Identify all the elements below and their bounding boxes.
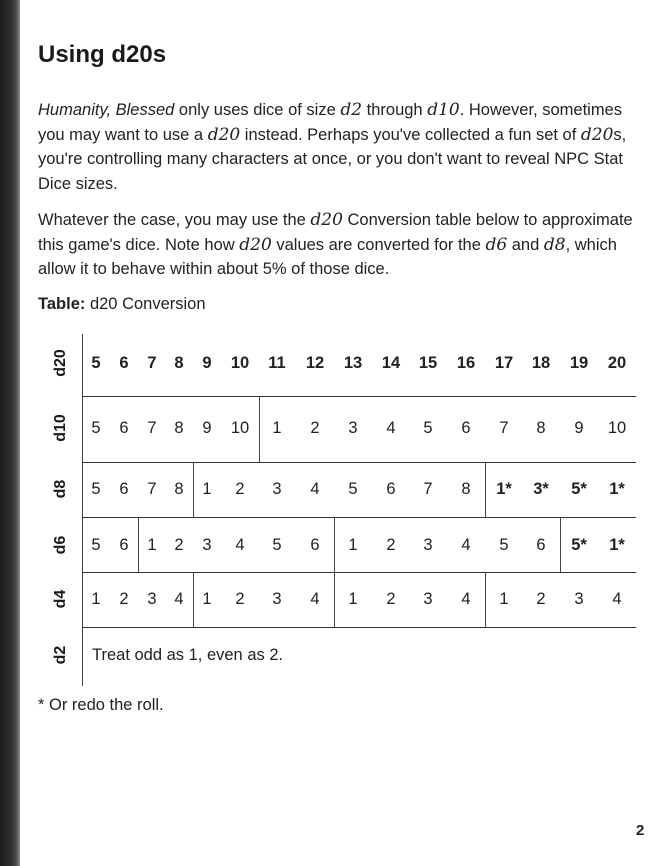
table-row-divider	[82, 517, 636, 518]
table-header-cell: 14	[381, 354, 401, 372]
table-segment-divider	[560, 517, 561, 572]
table-cell: 1*	[609, 480, 625, 498]
intro-text-segment: d20	[580, 124, 614, 145]
table-cell: 6	[119, 536, 129, 554]
table-cell: 3	[147, 590, 157, 608]
conversion-text-segment: and	[507, 235, 544, 254]
table-cell: 2	[310, 419, 320, 437]
table-cell: 9	[202, 419, 212, 437]
table-cell: 1	[202, 480, 212, 498]
table-cell: 5	[91, 480, 101, 498]
table-cell: 6	[461, 419, 471, 437]
row-label-d2: d2	[52, 645, 69, 665]
table-cell: 3	[348, 419, 358, 437]
intro-text-segment: . However, sometimes you may want to use a	[38, 101, 623, 144]
table-cell: 7	[147, 480, 157, 498]
table-cell: 7	[423, 480, 433, 498]
table-cell: 1*	[496, 480, 512, 498]
table-cell: 6	[310, 536, 320, 554]
table-cell: 4	[235, 536, 245, 554]
table-cell: 7	[147, 419, 157, 437]
table-cell: 3	[423, 590, 433, 608]
table-cell: 5*	[571, 536, 587, 554]
table-cell: 10	[607, 419, 627, 437]
table-header-cell: 13	[343, 354, 363, 372]
table-left-rule	[82, 334, 83, 686]
conversion-text-segment: d6	[485, 234, 508, 255]
table-cell: 10	[230, 419, 250, 437]
table-caption-text: d20 Conversion	[85, 295, 206, 313]
row-label-d6: d6	[52, 535, 69, 555]
table-cell: 2	[235, 590, 245, 608]
table-cell: 6	[119, 419, 129, 437]
table-segment-divider	[485, 572, 486, 627]
table-cell: 2	[386, 536, 396, 554]
intro-text-segment: s, you're controlling many characters at once, or you don't want to reveal NPC Stat Dice sizes.	[38, 125, 627, 193]
conversion-text-segment: values are converted for the	[271, 235, 486, 254]
table-cell: 1	[348, 536, 358, 554]
table-cell: 1	[202, 590, 212, 608]
table-cell: 4	[310, 590, 320, 608]
table-cell: 6	[386, 480, 396, 498]
table-cell: 5	[91, 536, 101, 554]
conversion-text-segment: , which allow it to behave within about 5% of those dice.	[38, 235, 617, 278]
table-cell: 4	[461, 590, 471, 608]
table-cell: 4	[386, 419, 396, 437]
table-cell: 5	[272, 536, 282, 554]
intro-text-segment: d2	[340, 100, 363, 120]
intro-text-segment: through	[362, 101, 428, 119]
table-header-cell: 7	[147, 354, 157, 372]
table-cell: 1	[499, 590, 509, 608]
table-row-divider	[82, 572, 636, 573]
intro-text-segment: instead. Perhaps you've collected a fun set of	[240, 125, 581, 144]
table-cell: 1	[348, 590, 358, 608]
table-header-cell: 16	[456, 354, 476, 372]
conversion-text-segment: Whatever the case, you may use the	[38, 211, 311, 229]
table-header-cell: 10	[230, 354, 250, 372]
page-number: 2	[636, 822, 645, 839]
table-cell: 9	[574, 419, 584, 437]
table-header-cell: 17	[494, 354, 514, 372]
table-segment-divider	[334, 517, 335, 572]
table-header-cell: 20	[607, 354, 627, 372]
table-cell: 6	[119, 480, 129, 498]
table-header-cell: 8	[174, 354, 184, 372]
table-cell: 3	[423, 536, 433, 554]
intro-text-segment: d10	[427, 100, 460, 120]
table-cell: 4	[612, 590, 622, 608]
table-cell: 8	[174, 480, 184, 498]
table-cell: 2	[235, 480, 245, 498]
table-header-cell: 9	[202, 354, 212, 372]
table-cell: 5	[423, 419, 433, 437]
table-row-divider	[82, 462, 636, 463]
table-cell: 3	[202, 536, 212, 554]
table-header-cell: 12	[305, 354, 325, 372]
row-label-d20: d20	[52, 349, 69, 377]
conversion-text-segment: Conversion table below to approximate this game's dice. Note how	[38, 211, 633, 254]
table-cell: 1*	[609, 536, 625, 554]
table-segment-divider	[193, 462, 194, 517]
conversion-text-segment: d20	[239, 234, 272, 255]
table-header-cell: 19	[569, 354, 589, 372]
table-cell: 5	[499, 536, 509, 554]
table-header-cell: 11	[268, 354, 286, 372]
table-segment-divider	[193, 572, 194, 627]
table-row-divider	[82, 627, 636, 628]
table-cell: 3*	[533, 480, 549, 498]
row-label-d10: d10	[52, 414, 69, 442]
table-caption-label: Table:	[38, 295, 86, 313]
table-header-cell: 5	[91, 354, 101, 372]
table-cell: 5	[91, 419, 101, 437]
intro-text-segment: Humanity, Blessed	[38, 101, 175, 119]
intro-text-segment: d20	[207, 124, 241, 145]
table-cell: 1	[147, 536, 157, 554]
table-cell: 4	[461, 536, 471, 554]
table-cell: 8	[174, 419, 184, 437]
table-cell: 5*	[571, 480, 587, 498]
table-cell: 8	[536, 419, 546, 437]
table-cell: 5	[348, 480, 358, 498]
page-title: Using d20s	[38, 41, 167, 68]
table-header-cell: 6	[119, 354, 129, 372]
table-header-cell: 15	[418, 354, 438, 372]
table-cell: 2	[119, 590, 129, 608]
d2-rule-text: Treat odd as 1, even as 2.	[92, 646, 284, 664]
table-cell: 1	[91, 590, 101, 608]
intro-text-segment: only uses dice of size	[174, 101, 341, 119]
table-segment-divider	[138, 517, 139, 572]
table-cell: 2	[174, 536, 184, 554]
table-segment-divider	[259, 396, 260, 462]
table-segment-divider	[334, 572, 335, 627]
table-cell: 3	[272, 480, 282, 498]
conversion-text-segment: d8	[543, 234, 566, 255]
table-cell: 7	[499, 419, 509, 437]
row-label-d8: d8	[52, 479, 69, 499]
footnote: * Or redo the roll.	[38, 696, 164, 714]
row-label-d4: d4	[52, 589, 69, 609]
table-header-cell: 18	[531, 354, 551, 372]
table-cell: 3	[574, 590, 584, 608]
table-segment-divider	[485, 462, 486, 517]
table-cell: 2	[536, 590, 546, 608]
table-cell: 3	[272, 590, 282, 608]
table-cell: 4	[174, 590, 184, 608]
table-cell: 2	[386, 590, 396, 608]
table-cell: 8	[461, 480, 471, 498]
table-cell: 6	[536, 536, 546, 554]
table-cell: 4	[310, 480, 320, 498]
table-row-divider	[82, 396, 636, 397]
conversion-text-segment: d20	[310, 210, 343, 230]
table-cell: 1	[272, 419, 282, 437]
